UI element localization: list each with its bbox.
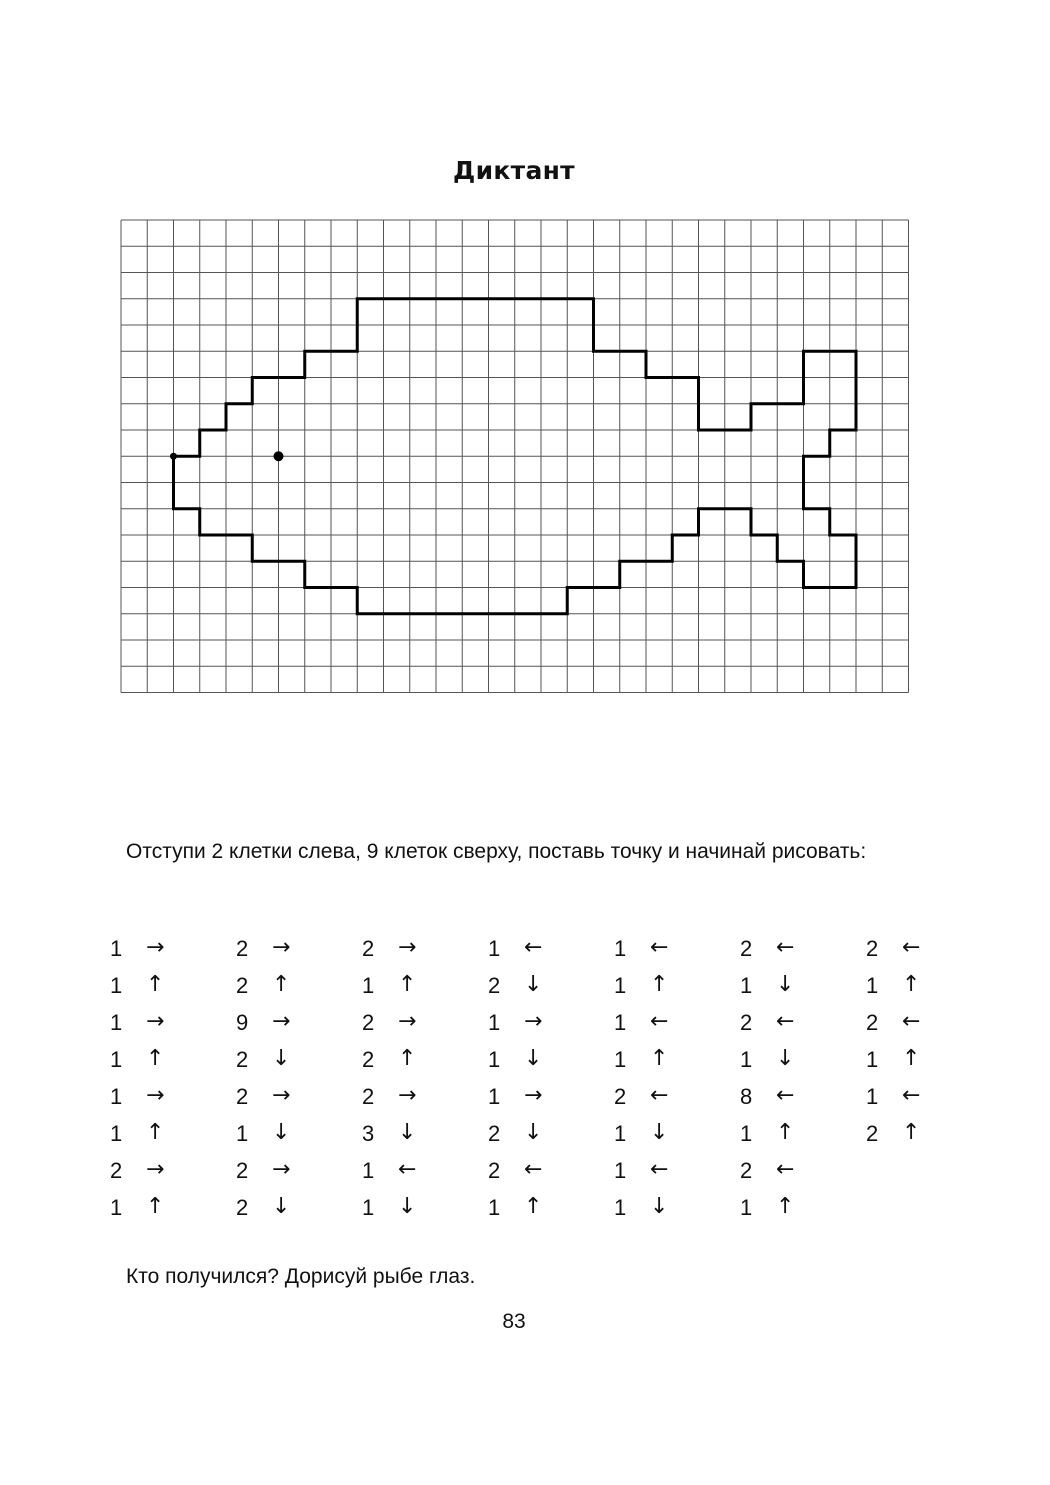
step-count: 2 — [614, 1084, 627, 1109]
step-count: 2 — [236, 936, 249, 961]
step-arrow-icon: → — [398, 1009, 417, 1034]
step-arrow-icon: ↑ — [650, 972, 669, 997]
step-count: 1 — [866, 1047, 879, 1072]
page-title: Диктант — [453, 156, 575, 185]
step-count: 1 — [488, 1084, 501, 1109]
step-arrow-icon: ↑ — [776, 1120, 795, 1145]
step-count: 1 — [110, 1047, 123, 1072]
step-arrow-icon: → — [146, 1009, 165, 1034]
step-count: 1 — [110, 973, 123, 998]
step-count: 2 — [866, 1121, 879, 1146]
step-count: 2 — [236, 1158, 249, 1183]
step-arrow-icon: ↓ — [776, 1046, 795, 1071]
step-arrow-icon: → — [146, 935, 165, 960]
step-count: 2 — [362, 936, 375, 961]
step-count: 1 — [236, 1121, 249, 1146]
step-arrow-icon: ↑ — [272, 972, 291, 997]
step-count: 2 — [362, 1047, 375, 1072]
step-count: 3 — [362, 1121, 375, 1146]
step-arrow-icon: ↑ — [146, 1120, 165, 1145]
step-arrow-icon: ← — [902, 1009, 921, 1034]
step-arrow-icon: → — [272, 1083, 291, 1108]
step-count: 1 — [362, 1158, 375, 1183]
step-count: 2 — [236, 1195, 249, 1220]
question-text: Кто получился? Дорисуй рыбе глаз. — [126, 1265, 476, 1288]
step-arrow-icon: ↑ — [146, 1046, 165, 1071]
step-arrow-icon: ← — [650, 1009, 669, 1034]
step-arrow-icon: ↓ — [650, 1120, 669, 1145]
step-arrow-icon: ↓ — [524, 1120, 543, 1145]
step-arrow-icon: ← — [776, 1157, 795, 1182]
step-count: 2 — [110, 1158, 123, 1183]
step-count: 2 — [362, 1010, 375, 1035]
page-number: 83 — [502, 1310, 526, 1333]
step-count: 2 — [236, 1047, 249, 1072]
step-count: 1 — [362, 1195, 375, 1220]
step-count: 1 — [866, 973, 879, 998]
step-arrow-icon: ↓ — [650, 1194, 669, 1219]
step-arrow-icon: → — [146, 1083, 165, 1108]
step-arrow-icon: ← — [650, 1083, 669, 1108]
step-arrow-icon: ↓ — [272, 1120, 291, 1145]
step-count: 1 — [110, 1084, 123, 1109]
step-arrow-icon: ↓ — [776, 972, 795, 997]
step-arrow-icon: ↓ — [272, 1194, 291, 1219]
step-count: 2 — [236, 973, 249, 998]
step-arrow-icon: ↑ — [902, 1046, 921, 1071]
step-arrow-icon: → — [272, 935, 291, 960]
step-count: 8 — [740, 1084, 753, 1109]
step-arrow-icon: ↓ — [398, 1120, 417, 1145]
step-arrow-icon: ↓ — [524, 972, 543, 997]
step-arrow-icon: → — [272, 1009, 291, 1034]
step-arrow-icon: ↑ — [524, 1194, 543, 1219]
step-count: 1 — [614, 973, 627, 998]
step-count: 1 — [740, 1121, 753, 1146]
step-arrow-icon: ← — [902, 935, 921, 960]
step-arrow-icon: → — [524, 1009, 543, 1034]
step-count: 1 — [362, 973, 375, 998]
step-count: 2 — [740, 936, 753, 961]
step-count: 1 — [488, 936, 501, 961]
step-arrow-icon: → — [524, 1083, 543, 1108]
step-arrow-icon: ← — [398, 1157, 417, 1182]
step-arrow-icon: → — [398, 1083, 417, 1108]
step-count: 2 — [236, 1084, 249, 1109]
step-count: 1 — [488, 1010, 501, 1035]
step-arrow-icon: ↑ — [902, 1120, 921, 1145]
step-arrow-icon: ↑ — [146, 972, 165, 997]
fish-eye-dot — [274, 451, 284, 461]
step-count: 2 — [488, 1158, 501, 1183]
step-arrow-icon: ← — [776, 1009, 795, 1034]
step-arrow-icon: ← — [776, 1083, 795, 1108]
step-count: 1 — [740, 1195, 753, 1220]
step-arrow-icon: ↑ — [902, 972, 921, 997]
step-arrow-icon: ↓ — [272, 1046, 291, 1071]
step-arrow-icon: ↑ — [398, 1046, 417, 1071]
step-count: 1 — [866, 1084, 879, 1109]
step-arrow-icon: ↑ — [398, 972, 417, 997]
step-count: 9 — [236, 1010, 249, 1035]
step-arrow-icon: ↑ — [776, 1194, 795, 1219]
step-count: 1 — [614, 1010, 627, 1035]
step-arrow-icon: ↓ — [524, 1046, 543, 1071]
step-count: 1 — [740, 1047, 753, 1072]
step-arrow-icon: ← — [902, 1083, 921, 1108]
step-count: 1 — [614, 1158, 627, 1183]
step-count: 1 — [110, 1121, 123, 1146]
step-arrow-icon: ← — [524, 935, 543, 960]
step-count: 1 — [740, 973, 753, 998]
step-count: 2 — [740, 1010, 753, 1035]
step-count: 1 — [614, 1121, 627, 1146]
step-count: 2 — [488, 1121, 501, 1146]
step-count: 1 — [488, 1047, 501, 1072]
step-arrow-icon: ↓ — [398, 1194, 417, 1219]
step-arrow-icon: ← — [650, 1157, 669, 1182]
step-arrow-icon: ← — [776, 935, 795, 960]
step-count: 1 — [110, 1010, 123, 1035]
step-arrow-icon: → — [146, 1157, 165, 1182]
step-count: 2 — [488, 973, 501, 998]
step-arrow-icon: → — [272, 1157, 291, 1182]
step-count: 1 — [614, 1195, 627, 1220]
step-count: 2 — [740, 1158, 753, 1183]
step-arrow-icon: ← — [650, 935, 669, 960]
start-dot — [170, 453, 177, 460]
step-arrow-icon: ← — [524, 1157, 543, 1182]
step-count: 1 — [110, 1195, 123, 1220]
step-count: 1 — [614, 1047, 627, 1072]
grid-lines — [121, 220, 909, 693]
instruction-text: Отступи 2 клетки слева, 9 клеток сверху, поставь точку и начинай рисовать: — [126, 840, 867, 863]
step-arrow-icon: ↑ — [650, 1046, 669, 1071]
step-count: 1 — [488, 1195, 501, 1220]
step-count: 2 — [866, 936, 879, 961]
step-count: 1 — [614, 936, 627, 961]
step-count: 1 — [110, 936, 123, 961]
step-count: 2 — [866, 1010, 879, 1035]
step-count: 2 — [362, 1084, 375, 1109]
step-arrow-icon: → — [398, 935, 417, 960]
step-arrow-icon: ↑ — [146, 1194, 165, 1219]
